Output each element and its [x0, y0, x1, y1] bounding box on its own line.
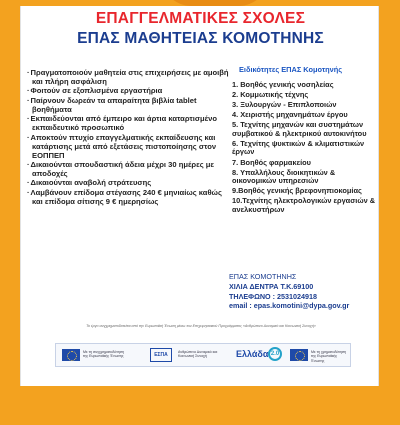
program-text: Ανθρώπινο Δυναμικό και Κοινωνική Συνοχή: [178, 350, 218, 359]
list-item: 10.Τεχνίτης ηλεκτρολογικών εργασιών & ανελκυστήρων: [232, 196, 376, 214]
eu-cofund-text: Με τη συγχρηματοδότηση της Ευρωπαϊκής Ένωσης: [83, 350, 125, 359]
list-item: 8. Υπαλλήλους διοικητικών & οικονομικών υπηρεσιών: [232, 167, 336, 186]
eu-flag-icon: [290, 349, 308, 361]
funding-note: Το έργο συγχρηματοδοτείται από την Ευρωπαϊκή Ένωση μέσω του Επιχειρησιακού Προγράμματος «Ανθρώπινο Δυναμικό και Κοινωνική Συνοχή»: [86, 324, 316, 328]
bullet-icon: ·: [27, 95, 30, 105]
list-item: 3. Ξυλουργών - Επιπλοποιών: [232, 100, 337, 110]
greece-logo-badge: 2.0: [268, 347, 282, 361]
list-item: ·Πραγματοποιούν μαθητεία στις επιχειρήσεις με αμοιβή και πλήρη ασφάλιση: [27, 68, 229, 86]
list-item: ·Εκπαιδεύονται από έμπειρο και άρτια καταρτισμένο εκπαιδευτικό προσωπικό: [27, 114, 217, 133]
list-item: ·Αποκτούν πτυχίο επαγγελματικής εκπαίδευσης και κατάρτισης μετά από εξετάσεις πιστοποίησης στον ΕΟΠΠΕΠ: [27, 132, 217, 160]
contact-block: [229, 272, 379, 311]
bullet-icon: ·: [27, 68, 30, 77]
eu-flag-icon: [62, 349, 80, 361]
bullet-icon: ·: [27, 132, 30, 142]
list-item: 9.Βοηθός γενικής βρεφονηπιοκομίας: [232, 186, 362, 196]
poster-title: ΕΠΑΓΓΕΛΜΑΤΙΚΕΣ ΣΧΟΛΕΣ: [95, 10, 306, 27]
school-name: ΕΠΑΣ ΚΟΜΟΤΗΝΗΣ: [229, 272, 297, 281]
list-item: ·Παίρνουν δωρεάν τα απαραίτητα βιβλία tablet βοηθήματα: [27, 95, 197, 114]
list-item: 2. Κομμωτικής τέχνης: [232, 90, 309, 100]
email-link[interactable]: email : epas.komotini@dypa.gov.gr: [229, 301, 350, 311]
bullet-icon: ·: [27, 187, 30, 197]
bottom-band: [0, 386, 400, 425]
poster-subtitle: ΕΠΑΣ ΜΑΘΗΤΕΙΑΣ ΚΟΜΟΤΗΝΗΣ: [77, 30, 324, 47]
bullet-icon: ·: [27, 178, 30, 188]
address: ΧΙΛΙΑ ΔΕΝΤΡΑ Τ.Κ.69100: [229, 281, 314, 291]
poster: [20, 6, 379, 386]
benefits-list: [27, 69, 229, 207]
greece-logo-label: Ελλάδα: [236, 349, 269, 359]
bullet-icon: ·: [27, 86, 30, 96]
list-item: 5. Τεχνίτης μηχανών και συστημάτων συμβατικού & ηλεκτρικού αυτοκινήτου: [232, 120, 367, 138]
list-item: 1. Βοηθός γενικής νοσηλείας: [232, 80, 334, 89]
specialties-heading: Ειδικότητες ΕΠΑΣ Κομοτηνής: [239, 65, 343, 74]
bullet-icon: ·: [27, 160, 30, 170]
sponsor-logo-bar: [55, 343, 351, 367]
list-item: 6. Τεχνίτης ψυκτικών & κλιματιστικών έργων: [232, 138, 365, 157]
list-item: 4. Χειριστής μηχανημάτων έργου: [232, 110, 348, 120]
list-item: ·Δικαιούνται αναβολή στράτευσης: [27, 178, 152, 188]
phone: ΤΗΛΕΦΩΝΟ : 2531024918: [229, 291, 317, 301]
bullet-icon: ·: [27, 114, 30, 124]
list-item: ·Φοιτούν σε εξοπλισμένα εργαστήρια: [27, 86, 163, 96]
list-item: ·Λαμβάνουν επίδομα στέγασης 240 € μηνιαίως καθώς και επίδομα σίτισης 9 € ημερησίως: [27, 187, 222, 206]
list-item: ·Δικαιούνται σπουδαστική άδεια μέχρι 30 ημέρες με αποδοχές: [27, 160, 215, 178]
espa-logo: ΕΣΠΑ: [150, 348, 172, 362]
specialties-list: [232, 81, 378, 216]
eu-fund-text: Με τη χρηματοδότηση της Ευρωπαϊκής Ένωσης: [311, 350, 347, 363]
list-item: 7. Βοηθός φαρμακείου: [232, 157, 311, 167]
